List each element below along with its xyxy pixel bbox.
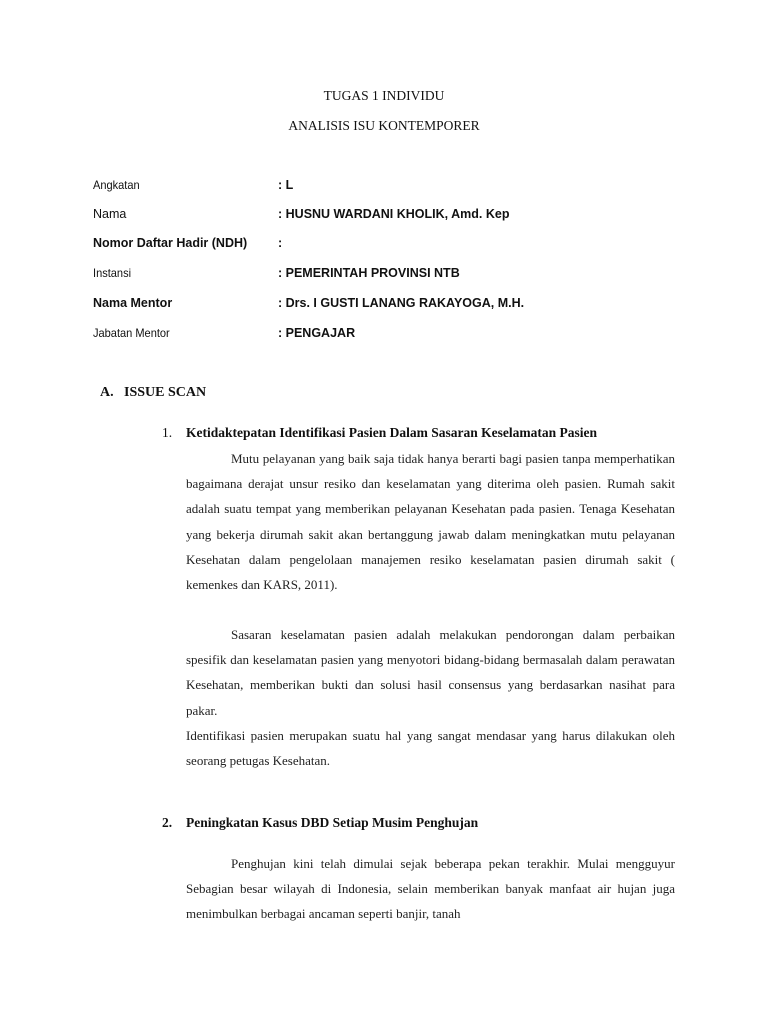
document-title: TUGAS 1 INDIVIDU — [323, 88, 445, 103]
issue-2-paragraph-1: Penghujan kini telah dimulai sejak beberapa pekan terakhir. Mulai mengguyur Sebagian besar wilayah di Indonesia, selain memberikan banyak manfaat air hujan juga menimbulkan berbagai ancaman seperti banjir, tanah — [186, 856, 675, 922]
identity-row-ndh — [93, 236, 693, 254]
identity-value: : PEMERINTAH PROVINSI NTB — [278, 266, 460, 280]
identity-value: : — [278, 236, 283, 250]
identity-value: : PENGAJAR — [278, 326, 356, 340]
issue-title: Ketidaktepatan Identifikasi Pasien Dalam Sasaran Keselamatan Pasien — [186, 425, 598, 440]
issue-number: 1. — [162, 425, 173, 440]
identity-row-angkatan — [93, 178, 693, 196]
issue-number: 2. — [162, 815, 173, 830]
identity-value: : Drs. I GUSTI LANANG RAKAYOGA, M.H. — [278, 296, 525, 310]
identity-value: : HUSNU WARDANI KHOLIK, Amd. Kep — [278, 207, 510, 221]
issue-title: Peningkatan Kasus DBD Setiap Musim Penghujan — [186, 815, 479, 830]
identity-row-instansi — [93, 266, 693, 284]
identity-row-jabatan-mentor — [93, 326, 693, 344]
section-title: ISSUE SCAN — [124, 385, 207, 400]
identity-label: Nomor Daftar Hadir (NDH) — [93, 236, 248, 250]
identity-row-nama-mentor — [93, 296, 693, 314]
identity-row-nama — [93, 207, 693, 225]
issue-2-heading — [162, 815, 478, 831]
issue-1-paragraph-1: Mutu pelayanan yang baik saja tidak hanya berarti bagi pasien tanpa memperhatikan bagaimana derajat unsur resiko dan keselamatan yang diterima oleh pasien. Rumah sakit adalah suatu tempat yang memberikan pelayanan Kesehatan pada pasien. Tenaga Kesehatan yang bekerja dirumah sakit akan bertanggung jawab dalam meningkatkan mutu pelayanan Kesehatan dalam pengelolaan manajemen resiko keselamatan pasien dirumah sakit ( kemenkes dan KARS, 2011). — [186, 451, 675, 593]
identity-label: Jabatan Mentor — [93, 326, 170, 340]
issue-1-paragraph-3: Identifikasi pasien merupakan suatu hal yang sangat mendasar yang harus dilakukan oleh seorang petugas Kesehatan. — [186, 728, 675, 769]
identity-label: Nama Mentor — [93, 296, 173, 310]
identity-value: : L — [278, 178, 294, 192]
section-number: A. — [100, 385, 114, 400]
issue-1-paragraph-2: Sasaran keselamatan pasien adalah melakukan pendorongan dalam perbaikan spesifik dan keselamatan pasien yang menyotori bidang-bidang bermasalah dalam perawatan Kesehatan, memberikan bukti dan solusi hasil consensus yang berdasarkan nasihat para pakar. — [186, 627, 675, 718]
identity-label: Instansi — [93, 266, 132, 280]
section-heading — [100, 385, 206, 401]
document-subtitle: ANALISIS ISU KONTEMPORER — [288, 118, 480, 133]
identity-label: Angkatan — [93, 178, 140, 192]
identity-label: Nama — [93, 207, 127, 221]
issue-1-heading — [162, 425, 597, 441]
